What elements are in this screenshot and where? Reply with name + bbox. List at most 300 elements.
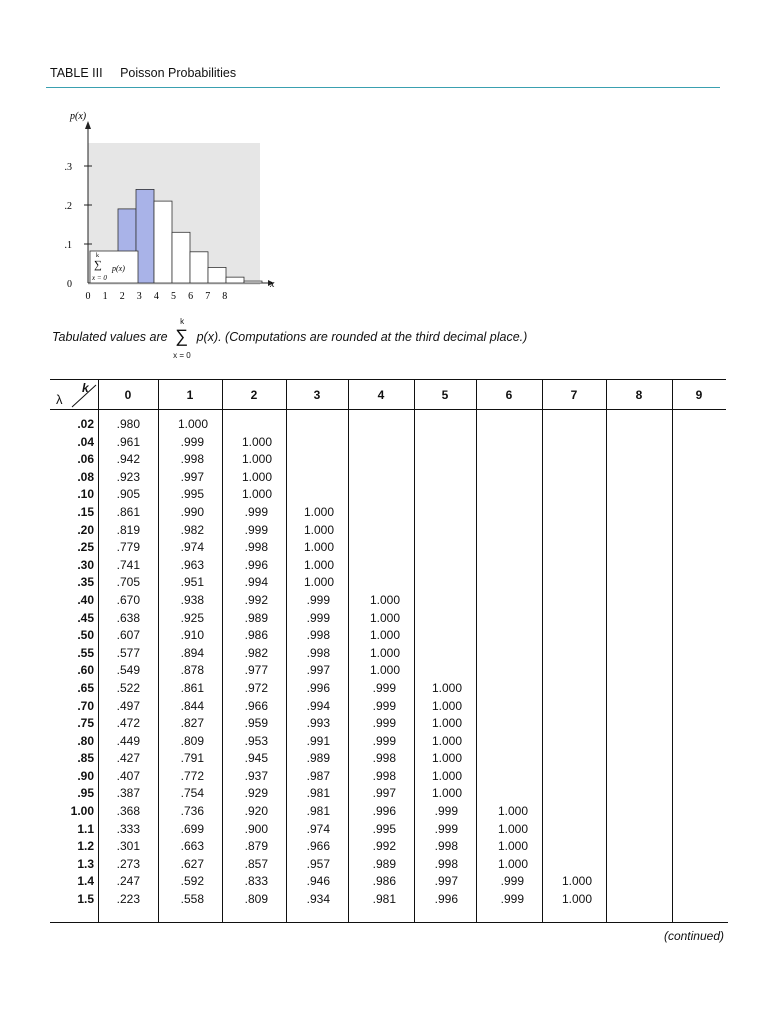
- table-cell: [476, 539, 538, 557]
- table-cell: [542, 838, 602, 856]
- table-cell: [672, 574, 722, 592]
- table-cell: .986: [244, 628, 268, 643]
- table-cell: .999: [372, 698, 396, 713]
- table-cell: [606, 627, 668, 645]
- table-cell: [606, 522, 668, 540]
- y-tick-label: 0: [67, 279, 72, 290]
- table-cell: [672, 592, 722, 610]
- table-cell: .497: [116, 698, 140, 713]
- table-cell: [286, 416, 344, 434]
- table-cell: 1.000: [431, 733, 462, 748]
- table-cell: [672, 504, 722, 522]
- table-cell: [286, 469, 344, 487]
- inset-sum-upper: k: [96, 253, 99, 259]
- table-cell: .301: [116, 839, 140, 854]
- table-cell: .980: [116, 417, 140, 431]
- table-cell: .998: [372, 751, 396, 766]
- table-cell: 1.000: [497, 856, 528, 871]
- lambda-value: .35: [77, 575, 94, 590]
- table-cell: .699: [180, 821, 204, 836]
- x-axis-label: x: [270, 279, 275, 290]
- table-cell: 1.000: [303, 557, 334, 572]
- table-cell: [606, 504, 668, 522]
- inset-label: p(x): [112, 264, 125, 273]
- histogram-bar: [154, 201, 172, 283]
- table-cell: .981: [306, 804, 330, 819]
- table-cell: .920: [244, 804, 268, 819]
- table-cell: [672, 856, 722, 874]
- table-cell: .577: [116, 645, 140, 660]
- table-cell: .998: [244, 540, 268, 555]
- table-cell: [672, 557, 722, 575]
- lambda-value: .20: [77, 522, 94, 537]
- table-cell: .741: [116, 557, 140, 572]
- table-cell: 1.000: [303, 540, 334, 555]
- table-cell: [348, 486, 410, 504]
- table-cell: .997: [306, 663, 330, 678]
- histogram-bar: [136, 189, 154, 283]
- lambda-value: 1.00: [70, 804, 94, 819]
- lambda-value: .30: [77, 557, 94, 572]
- table-cell: 1.000: [241, 452, 272, 467]
- data-column-3: [286, 416, 344, 909]
- table-cell: [476, 592, 538, 610]
- column-header-2: 2: [250, 388, 258, 402]
- table-cell: .977: [244, 663, 268, 678]
- title-divider: [46, 87, 720, 88]
- table-cell: .999: [500, 892, 524, 907]
- table-cell: .638: [116, 610, 140, 625]
- table-cell: .987: [306, 768, 330, 783]
- table-cell: [286, 434, 344, 452]
- table-cell: .959: [244, 716, 268, 731]
- table-cell: [286, 486, 344, 504]
- table-cell: [348, 574, 410, 592]
- table-cell: [542, 662, 602, 680]
- table-cell: .387: [116, 786, 140, 801]
- table-cell: [606, 434, 668, 452]
- table-cell: .910: [180, 628, 204, 643]
- table-cell: .998: [434, 856, 458, 871]
- table-cell: [476, 416, 538, 434]
- histogram-bar: [226, 277, 244, 283]
- table-cell: .991: [306, 733, 330, 748]
- table-cell: [672, 539, 722, 557]
- table-cell: 1.000: [241, 469, 272, 484]
- lambda-value: .60: [77, 663, 94, 678]
- column-header-4: 4: [377, 388, 385, 402]
- table-cell: 1.000: [369, 592, 400, 607]
- table-cell: [606, 451, 668, 469]
- table-cell: [672, 733, 722, 751]
- table-cell: .809: [180, 733, 204, 748]
- x-tick-label: 5: [171, 291, 176, 302]
- poisson-histogram-figure: [50, 105, 290, 305]
- table-cell: [606, 698, 668, 716]
- table-cell: [414, 522, 472, 540]
- table-cell: [348, 469, 410, 487]
- table-cell: 1.000: [497, 839, 528, 854]
- x-tick-label: 3: [136, 291, 142, 302]
- table-cell: [606, 768, 668, 786]
- table-cell: .844: [180, 698, 204, 713]
- lambda-value: .25: [77, 540, 94, 555]
- table-cell: [348, 504, 410, 522]
- table-cell: [542, 469, 602, 487]
- table-cell: .994: [244, 575, 268, 590]
- table-cell: [606, 610, 668, 628]
- table-cell: .705: [116, 575, 140, 590]
- table-cell: [672, 750, 722, 768]
- column-header-7: 7: [570, 388, 578, 402]
- table-cell: .929: [244, 786, 268, 801]
- y-tick-label: .2: [64, 201, 72, 212]
- caption-suffix: p(x). (Computations are rounded at the third decimal place.): [196, 330, 528, 344]
- table-cell: [672, 486, 722, 504]
- table-cell: .925: [180, 610, 204, 625]
- column-header-9: 9: [695, 388, 703, 402]
- table-cell: [476, 434, 538, 452]
- x-tick-label: 2: [119, 291, 125, 302]
- table-cell: .592: [180, 874, 204, 889]
- table-cell: 1.000: [177, 417, 208, 431]
- inset-sum-lower: x = 0: [92, 274, 107, 282]
- table-cell: [542, 856, 602, 874]
- table-cell: [414, 451, 472, 469]
- table-cell: [672, 610, 722, 628]
- x-tick-label: 0: [85, 291, 91, 302]
- lambda-column: [52, 416, 94, 909]
- table-cell: .937: [244, 768, 268, 783]
- corner-k-label: k: [82, 381, 89, 395]
- caption-prefix: Tabulated values are: [52, 330, 168, 344]
- table-cell: .951: [180, 575, 204, 590]
- table-cell: [672, 451, 722, 469]
- table-cell: [672, 803, 722, 821]
- table-cell: .558: [180, 892, 204, 907]
- lambda-value: .65: [77, 680, 94, 695]
- table-cell: .998: [306, 645, 330, 660]
- table-cell: .894: [180, 645, 204, 660]
- table-cell: [542, 557, 602, 575]
- table-cell: .996: [306, 680, 330, 695]
- table-cell: .997: [180, 469, 204, 484]
- table-cell: [672, 838, 722, 856]
- table-cell: [476, 750, 538, 768]
- lambda-value: 1.4: [77, 874, 94, 889]
- table-cell: .966: [306, 839, 330, 854]
- table-cell: [606, 416, 668, 434]
- lambda-value: .70: [77, 698, 94, 713]
- sum-upper-limit: k: [180, 316, 185, 326]
- table-cell: .999: [434, 804, 458, 819]
- data-column-4: [348, 416, 410, 909]
- table-cell: .986: [372, 874, 396, 889]
- lambda-value: 1.5: [77, 892, 94, 907]
- table-cell: .938: [180, 592, 204, 607]
- y-axis-label: p(x): [70, 111, 87, 122]
- lambda-value: 1.2: [77, 839, 94, 854]
- x-tick-label: 8: [222, 291, 228, 302]
- table-cell: [606, 873, 668, 891]
- table-cell: [414, 557, 472, 575]
- table-cell: .974: [306, 821, 330, 836]
- table-cell: [672, 715, 722, 733]
- table-cell: .998: [180, 452, 204, 467]
- table-cell: [476, 627, 538, 645]
- column-header-5: 5: [441, 388, 449, 402]
- table-cell: .993: [306, 716, 330, 731]
- table-cell: .549: [116, 663, 140, 678]
- lambda-value: .55: [77, 645, 94, 660]
- table-cell: [606, 803, 668, 821]
- column-header-3: 3: [313, 388, 321, 402]
- table-cell: [348, 557, 410, 575]
- table-cell: [672, 469, 722, 487]
- table-cell: .966: [244, 698, 268, 713]
- table-cell: 1.000: [369, 610, 400, 625]
- lambda-value: .50: [77, 628, 94, 643]
- table-cell: [542, 610, 602, 628]
- table-cell: .772: [180, 768, 204, 783]
- lambda-value: .80: [77, 733, 94, 748]
- table-cell: .999: [372, 716, 396, 731]
- x-tick-label: 1: [102, 291, 108, 302]
- histogram-bar: [208, 267, 226, 283]
- table-cell: 1.000: [497, 821, 528, 836]
- table-cell: [414, 416, 472, 434]
- table-cell: [476, 504, 538, 522]
- table-cell: 1.000: [369, 663, 400, 678]
- table-cell: [606, 645, 668, 663]
- data-column-9: [672, 416, 722, 909]
- table-cell: .942: [116, 452, 140, 467]
- table-cell: [414, 504, 472, 522]
- table-cell: [606, 750, 668, 768]
- table-cell: [542, 768, 602, 786]
- table-cell: .223: [116, 892, 140, 907]
- table-cell: .996: [434, 892, 458, 907]
- table-cell: [606, 838, 668, 856]
- table-cell: 1.000: [303, 575, 334, 590]
- table-cell: 1.000: [241, 487, 272, 502]
- table-cell: .982: [244, 645, 268, 660]
- table-cell: [476, 574, 538, 592]
- poisson-histogram: [50, 105, 290, 305]
- table-cell: [542, 574, 602, 592]
- table-cell: [606, 662, 668, 680]
- table-cell: .998: [434, 839, 458, 854]
- table-cell: .934: [306, 892, 330, 907]
- y-axis-arrow: [85, 121, 91, 129]
- table-cell: [606, 469, 668, 487]
- table-cell: [606, 821, 668, 839]
- lambda-value: .90: [77, 768, 94, 783]
- table-cell: [542, 486, 602, 504]
- table-cell: 1.000: [561, 874, 592, 889]
- table-cell: .273: [116, 856, 140, 871]
- table-cell: 1.000: [369, 628, 400, 643]
- table-cell: [672, 873, 722, 891]
- table-cell: .627: [180, 856, 204, 871]
- table-cell: .945: [244, 751, 268, 766]
- table-cell: [414, 434, 472, 452]
- table-cell: [542, 416, 602, 434]
- table-cell: .981: [372, 892, 396, 907]
- lambda-value: .02: [77, 417, 94, 431]
- table-cell: [414, 592, 472, 610]
- table-cell: [606, 557, 668, 575]
- table-cell: .989: [244, 610, 268, 625]
- table-cell: .998: [306, 628, 330, 643]
- table-cell: [414, 574, 472, 592]
- table-cell: .999: [244, 522, 268, 537]
- table-cell: 1.000: [431, 786, 462, 801]
- table-cell: [348, 416, 410, 434]
- table-cell: .427: [116, 751, 140, 766]
- table-cell: 1.000: [431, 698, 462, 713]
- table-cell: .972: [244, 680, 268, 695]
- table-cell: [542, 733, 602, 751]
- table-cell: 1.000: [431, 680, 462, 695]
- lambda-value: .08: [77, 469, 94, 484]
- table-cell: [672, 662, 722, 680]
- column-header-8: 8: [635, 388, 643, 402]
- table-cell: 1.000: [561, 892, 592, 907]
- x-tick-label: 4: [153, 291, 159, 302]
- x-tick-label: 6: [188, 291, 194, 302]
- x-tick-label: 7: [205, 291, 211, 302]
- table-cell: [672, 891, 722, 909]
- lambda-value: 1.1: [77, 821, 94, 836]
- table-cell: .779: [116, 540, 140, 555]
- table-cell: .963: [180, 557, 204, 572]
- histogram-bar: [190, 252, 208, 283]
- table-cell: .368: [116, 804, 140, 819]
- table-cell: [542, 522, 602, 540]
- table-cell: [606, 891, 668, 909]
- table-cell: .999: [306, 610, 330, 625]
- table-cell: [414, 627, 472, 645]
- data-column-2: [222, 416, 282, 909]
- table-cell: .923: [116, 469, 140, 484]
- table-cell: .997: [434, 874, 458, 889]
- table-cell: [222, 416, 282, 434]
- table-cell: [476, 785, 538, 803]
- table-cell: [476, 698, 538, 716]
- table-cell: 1.000: [241, 434, 272, 449]
- histogram-bar: [244, 281, 262, 283]
- table-cell: [476, 451, 538, 469]
- lambda-value: .45: [77, 610, 94, 625]
- table-cell: [476, 469, 538, 487]
- table-cell: [286, 451, 344, 469]
- table-cell: .957: [306, 856, 330, 871]
- table-cell: .607: [116, 628, 140, 643]
- table-cell: .791: [180, 751, 204, 766]
- table-cell: 1.000: [497, 804, 528, 819]
- table-cell: [476, 715, 538, 733]
- table-cell: .878: [180, 663, 204, 678]
- table-cell: [542, 645, 602, 663]
- table-cell: [672, 768, 722, 786]
- table-cell: .961: [116, 434, 140, 449]
- data-column-5: [414, 416, 472, 909]
- table-cell: [672, 680, 722, 698]
- table-cell: 1.000: [369, 645, 400, 660]
- table-cell: .407: [116, 768, 140, 783]
- column-header-6: 6: [505, 388, 513, 402]
- table-cell: .974: [180, 540, 204, 555]
- table-cell: [542, 821, 602, 839]
- table-cell: [672, 821, 722, 839]
- table-cell: [672, 522, 722, 540]
- data-column-6: [476, 416, 538, 909]
- table-title: Poisson Probabilities: [120, 66, 237, 80]
- table-cell: .999: [306, 592, 330, 607]
- table-cell: [476, 768, 538, 786]
- table-cell: [672, 785, 722, 803]
- header-rule: [50, 409, 726, 410]
- table-cell: .989: [372, 856, 396, 871]
- lambda-value: .04: [77, 434, 94, 449]
- lambda-value: .75: [77, 716, 94, 731]
- table-cell: [542, 785, 602, 803]
- table-cell: [606, 715, 668, 733]
- page-title: [50, 66, 236, 80]
- table-cell: .995: [180, 487, 204, 502]
- table-cell: [542, 592, 602, 610]
- table-cell: .449: [116, 733, 140, 748]
- table-cell: [542, 539, 602, 557]
- table-cell: .999: [372, 733, 396, 748]
- table-cell: [672, 434, 722, 452]
- table-cell: .809: [244, 892, 268, 907]
- table-cell: [606, 856, 668, 874]
- sum-lower-limit: x = 0: [173, 350, 191, 360]
- table-cell: .999: [180, 434, 204, 449]
- table-cell: .992: [372, 839, 396, 854]
- table-cell: [672, 645, 722, 663]
- table-cell: [476, 680, 538, 698]
- table-cell: .879: [244, 839, 268, 854]
- y-tick-label: .1: [64, 240, 72, 251]
- table-cell: [542, 627, 602, 645]
- table-cell: .999: [500, 874, 524, 889]
- table-cell: .861: [116, 504, 140, 519]
- table-cell: .989: [306, 751, 330, 766]
- table-cell: .994: [306, 698, 330, 713]
- table-cell: .999: [244, 504, 268, 519]
- data-column-7: [542, 416, 602, 909]
- table-cell: .999: [372, 680, 396, 695]
- inset-sum-symbol: ∑: [94, 259, 102, 271]
- table-cell: [542, 504, 602, 522]
- table-cell: [606, 680, 668, 698]
- table-cell: [672, 698, 722, 716]
- table-cell: 1.000: [431, 751, 462, 766]
- table-cell: [348, 434, 410, 452]
- table-cell: [542, 451, 602, 469]
- table-cell: [542, 750, 602, 768]
- table-cell: .663: [180, 839, 204, 854]
- table-cell: [348, 522, 410, 540]
- table-cell: 1.000: [431, 716, 462, 731]
- table-cell: [476, 557, 538, 575]
- table-cell: [476, 645, 538, 663]
- table-cell: .819: [116, 522, 140, 537]
- summation-symbol: k ∑ x = 0: [173, 316, 191, 360]
